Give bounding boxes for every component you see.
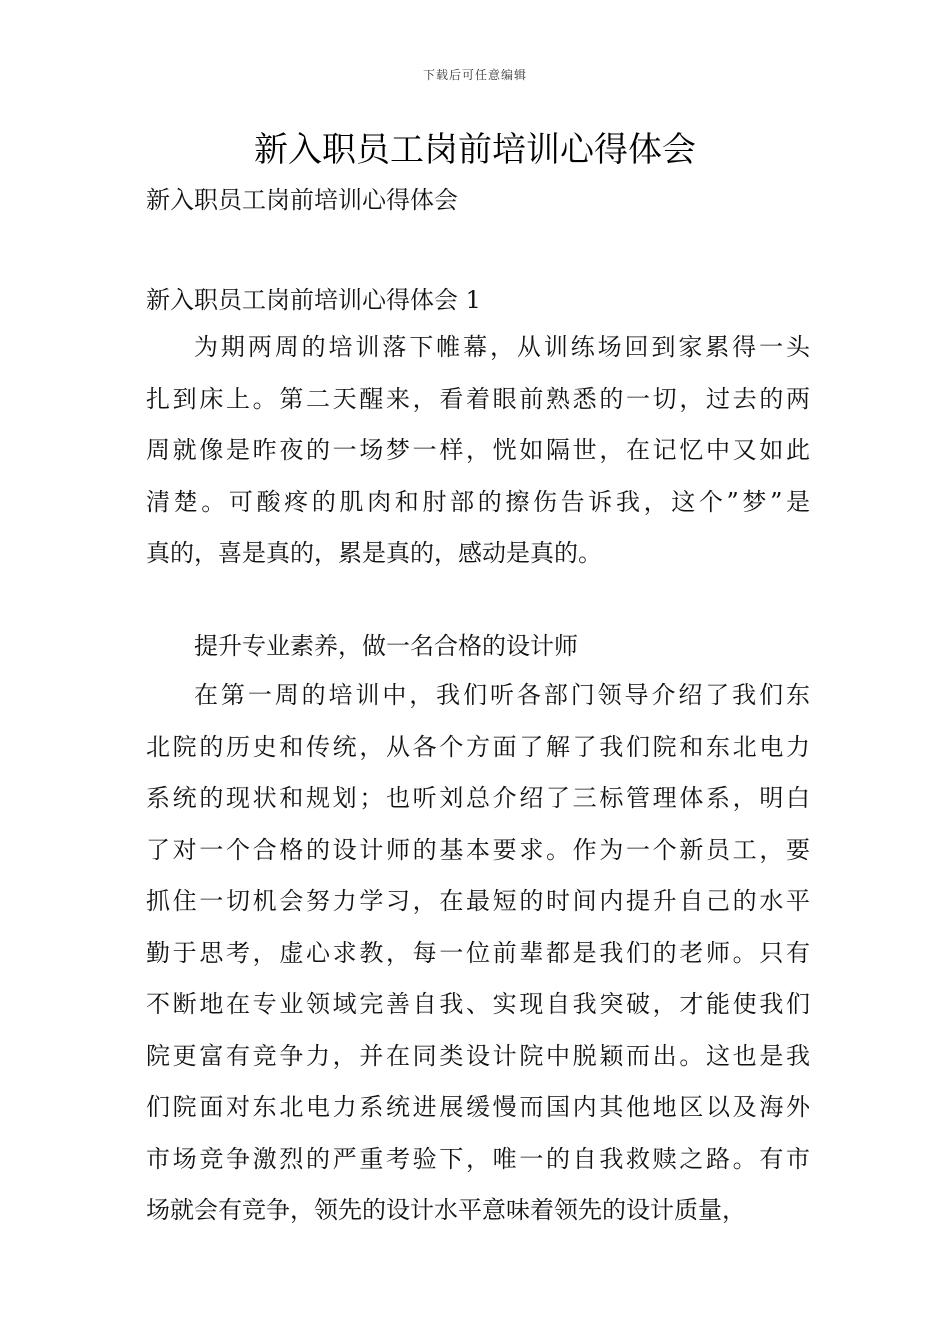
header-note: 下载后可任意编辑 xyxy=(422,68,527,82)
paragraph-line: 市场竞争激烈的严重考验下，唯一的自我救赎之路。有市 xyxy=(146,1144,810,1173)
paragraph-line: 周就像是昨夜的一场梦一样，恍如隔世，在记忆中又如此 xyxy=(146,436,810,464)
paragraph-line: 场就会有竞争，领先的设计水平意味着领先的设计质量， xyxy=(146,1196,746,1224)
paragraph-line: 扎到床上。第二天醒来，看着眼前熟悉的一切，过去的两 xyxy=(146,384,810,413)
section-label: 新入职员工岗前培训心得体会 1 xyxy=(146,286,481,314)
document-subtitle: 新入职员工岗前培训心得体会 xyxy=(146,186,458,214)
paragraph-line: 真的，喜是真的，累是真的，感动是真的。 xyxy=(146,539,602,567)
document-title: 新入职员工岗前培训心得体会 xyxy=(254,130,696,170)
paragraph-line: 们院面对东北电力系统进展缓慢而国内其他地区以及海外 xyxy=(146,1093,810,1121)
paragraph-line: 在第一周的培训中，我们听各部门领导介绍了我们东 xyxy=(194,681,810,709)
paragraph-1 xyxy=(146,322,810,580)
paragraph-line: 北院的历史和传统，从各个方面了解了我们院和东北电力 xyxy=(146,732,810,761)
paragraph-line: 系统的现状和规划；也听刘总介绍了三标管理体系，明白 xyxy=(146,784,810,812)
paragraph-2 xyxy=(146,670,810,1237)
paragraph-line: 抓住一切机会努力学习，在最短的时间内提升自己的水平 xyxy=(146,887,810,915)
paragraph-line: 清楚。可酸疼的肌肉和肘部的擦伤告诉我，这个”梦”是 xyxy=(146,487,810,516)
paragraph-line: 院更富有竞争力，并在同类设计院中脱颖而出。这也是我 xyxy=(146,1041,810,1070)
paragraph-line: 了对一个合格的设计师的基本要求。作为一个新员工，要 xyxy=(146,835,810,864)
paragraph-line: 不断地在专业领域完善自我、实现自我突破，才能使我们 xyxy=(146,990,810,1018)
paragraph-line: 为期两周的培训落下帷幕，从训练场回到家累得一头 xyxy=(194,333,810,361)
section-heading: 提升专业素养，做一名合格的设计师 xyxy=(194,632,578,660)
paragraph-line: 勤于思考，虚心求教，每一位前辈都是我们的老师。只有 xyxy=(146,938,810,967)
